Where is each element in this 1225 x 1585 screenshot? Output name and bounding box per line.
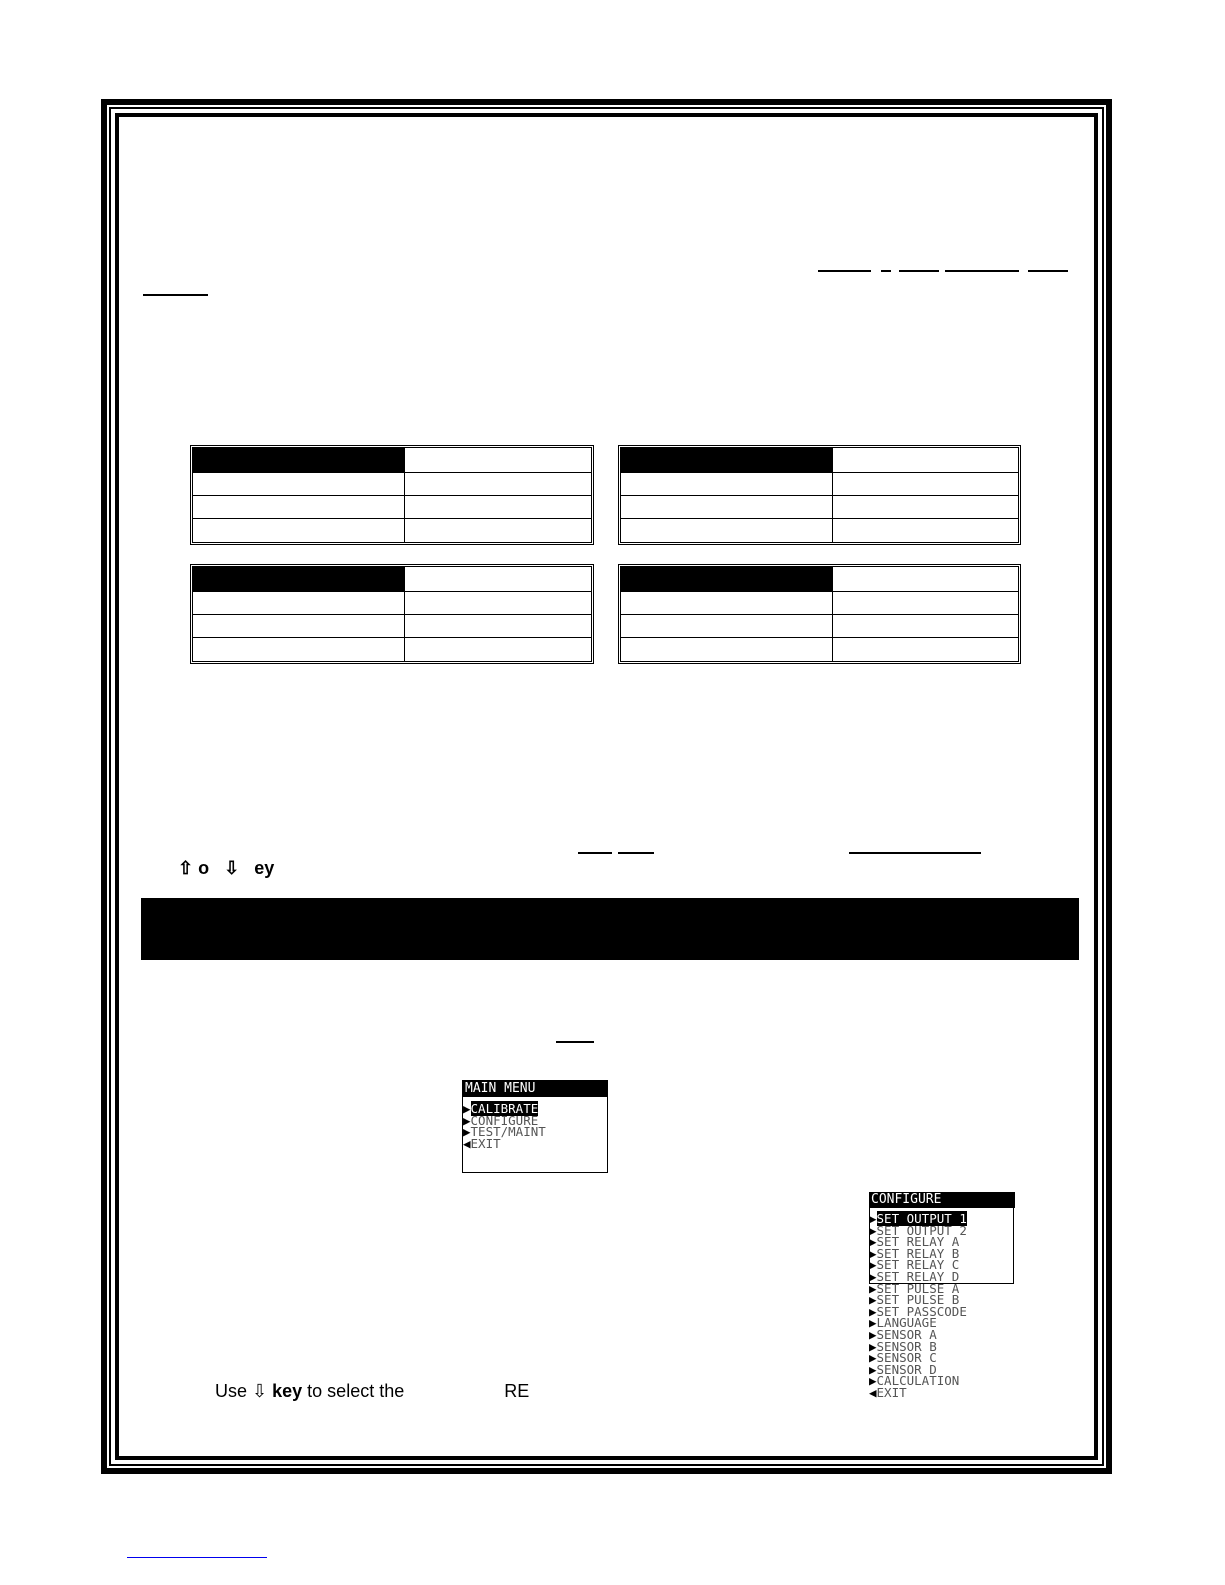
menu-item-language[interactable]: ▶LANGUAGE — [869, 1315, 937, 1331]
left-triangle-icon: ◀ — [869, 1384, 877, 1400]
right-triangle-icon: ▶ — [869, 1234, 877, 1250]
right-triangle-icon: ▶ — [869, 1222, 877, 1238]
menu-item-set-pulse-a[interactable]: ▶SET PULSE A — [869, 1280, 960, 1296]
menu-item-exit[interactable]: ◀EXIT — [869, 1384, 907, 1400]
configure-screen — [869, 1192, 1015, 1399]
section-heading-bar — [141, 898, 1079, 960]
instruction-tail: RE — [504, 1381, 530, 1401]
menu-item-set-output-2[interactable]: ▶SET OUTPUT 2 — [869, 1222, 967, 1238]
underline-fragment — [849, 852, 981, 854]
underline-fragment — [945, 270, 1019, 272]
menu-item-exit[interactable]: ◀EXIT — [463, 1135, 501, 1151]
table-top-right — [618, 445, 1021, 545]
right-triangle-icon: ▶ — [463, 1112, 471, 1128]
menu-item-configure[interactable]: ▶CONFIGURE — [463, 1112, 539, 1128]
table-top-left — [190, 445, 594, 545]
main-menu-title: MAIN MENU — [463, 1081, 607, 1097]
footer-link-underline[interactable] — [127, 1557, 267, 1558]
menu-item-test-maint[interactable]: ▶TEST/MAINT — [463, 1124, 546, 1140]
underline-fragment — [618, 852, 654, 854]
menu-item-set-output-1[interactable]: ▶SET OUTPUT 1 — [869, 1211, 967, 1226]
right-triangle-icon: ▶ — [869, 1373, 877, 1389]
underline-fragment — [143, 294, 208, 296]
right-triangle-icon: ▶ — [869, 1280, 877, 1296]
menu-item-sensor-b[interactable]: ▶SENSOR B — [869, 1338, 937, 1354]
right-triangle-icon: ▶ — [869, 1303, 877, 1319]
right-triangle-icon: ▶ — [869, 1257, 877, 1273]
table-bottom-left — [190, 564, 594, 664]
underline-fragment — [1028, 270, 1068, 272]
menu-item-calculation[interactable]: ▶CALCULATION — [869, 1373, 960, 1389]
menu-item-calibrate[interactable]: ▶CALIBRATE — [463, 1101, 539, 1116]
underline-fragment — [556, 1041, 594, 1043]
keys-text-o: o — [198, 858, 210, 878]
configure-title: CONFIGURE — [869, 1192, 1015, 1208]
instruction-rest: to select the — [302, 1381, 405, 1401]
underline-fragment — [881, 270, 891, 272]
down-arrow-icon: ⇩ — [224, 858, 240, 878]
right-triangle-icon: ▶ — [869, 1315, 877, 1331]
menu-item-set-pulse-b[interactable]: ▶SET PULSE B — [869, 1292, 960, 1308]
right-triangle-icon: ▶ — [869, 1361, 877, 1377]
right-triangle-icon: ▶ — [869, 1268, 877, 1284]
right-triangle-icon: ▶ — [869, 1338, 877, 1354]
menu-item-set-passcode[interactable]: ▶SET PASSCODE — [869, 1303, 967, 1319]
underline-fragment — [578, 852, 612, 854]
arrow-keys-line — [178, 858, 274, 879]
underline-fragment — [818, 270, 871, 272]
instruction-use: Use — [215, 1381, 253, 1401]
left-triangle-icon: ◀ — [463, 1135, 471, 1151]
menu-item-sensor-a[interactable]: ▶SENSOR A — [869, 1326, 937, 1342]
right-triangle-icon: ▶ — [463, 1101, 471, 1116]
down-arrow-icon: ⇩ — [252, 1381, 268, 1401]
table-bottom-right — [618, 564, 1021, 664]
right-triangle-icon: ▶ — [463, 1124, 471, 1140]
right-triangle-icon: ▶ — [869, 1211, 877, 1226]
menu-item-set-relay-b[interactable]: ▶SET RELAY B — [869, 1245, 960, 1261]
menu-item-sensor-c[interactable]: ▶SENSOR C — [869, 1350, 937, 1366]
right-triangle-icon: ▶ — [869, 1245, 877, 1261]
instruction-text — [215, 1381, 529, 1402]
up-arrow-icon: ⇧ — [178, 858, 194, 878]
menu-item-set-relay-a[interactable]: ▶SET RELAY A — [869, 1234, 960, 1250]
instruction-key: key — [272, 1381, 303, 1401]
main-menu-screen — [462, 1080, 608, 1173]
keys-text-ey: ey — [254, 858, 275, 878]
underline-fragment — [899, 270, 939, 272]
menu-item-set-relay-c[interactable]: ▶SET RELAY C — [869, 1257, 960, 1273]
right-triangle-icon: ▶ — [869, 1292, 877, 1308]
menu-item-set-relay-d[interactable]: ▶SET RELAY D — [869, 1268, 960, 1284]
right-triangle-icon: ▶ — [869, 1350, 877, 1366]
menu-item-sensor-d[interactable]: ▶SENSOR D — [869, 1361, 937, 1377]
right-triangle-icon: ▶ — [869, 1326, 877, 1342]
